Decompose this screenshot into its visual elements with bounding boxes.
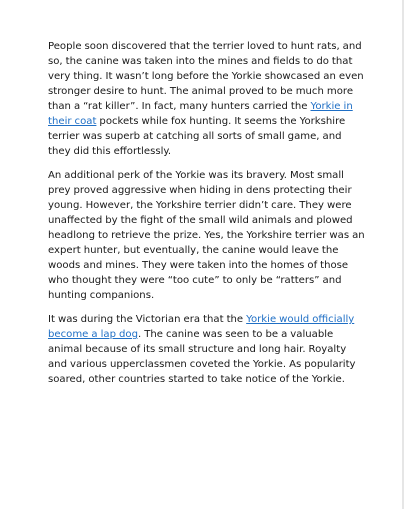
- paragraph-text: People soon discovered that the terrier loved to hunt rats, and so, the canine was taken into the mines and fields to do that very thing. It wasn’t long before the Yorkie showcased an even stronger desire to hunt. The animal proved to be much more than a “rat killer”. In fact, many hunters carried the: [48, 41, 364, 112]
- paragraph-bravery: [48, 168, 366, 303]
- paragraph-victorian-era: [48, 312, 366, 387]
- link-yorkie-in-their-coat[interactable]: Yorkie in their coat: [48, 101, 353, 127]
- article-body: [48, 39, 366, 396]
- paragraph-rat-hunting: [48, 39, 366, 159]
- paragraph-text: It was during the Victorian era that the: [48, 314, 247, 325]
- paragraph-text: An additional perk of the Yorkie was its bravery. Most small prey proved aggressive when hiding in dens protecting their young. However, the Yorkshire terrier didn’t care. They were unaffected by the fight of the small wild animals and plowed headlong to retrieve the prize. Yes, the Yorkshire terrier was an expert hunter, but eventually, the canine would leave the woods and mines. They were taken into the homes of those who thought they were “too cute” to only be “ratters” and hunting companions.: [48, 170, 365, 301]
- paragraph-text: . The canine was seen to be a valuable animal because of its small structure and long hair. Royalty and various upperclassmen coveted the Yorkie. As popularity soared, other countries started to take notice of the Yorkie.: [48, 329, 356, 385]
- link-yorkie-lap-dog[interactable]: Yorkie would officially become a lap dog: [48, 314, 355, 340]
- paragraph-text: pockets while fox hunting. It seems the Yorkshire terrier was superb at catching all sorts of small game, and they did this effortlessly.: [48, 116, 346, 157]
